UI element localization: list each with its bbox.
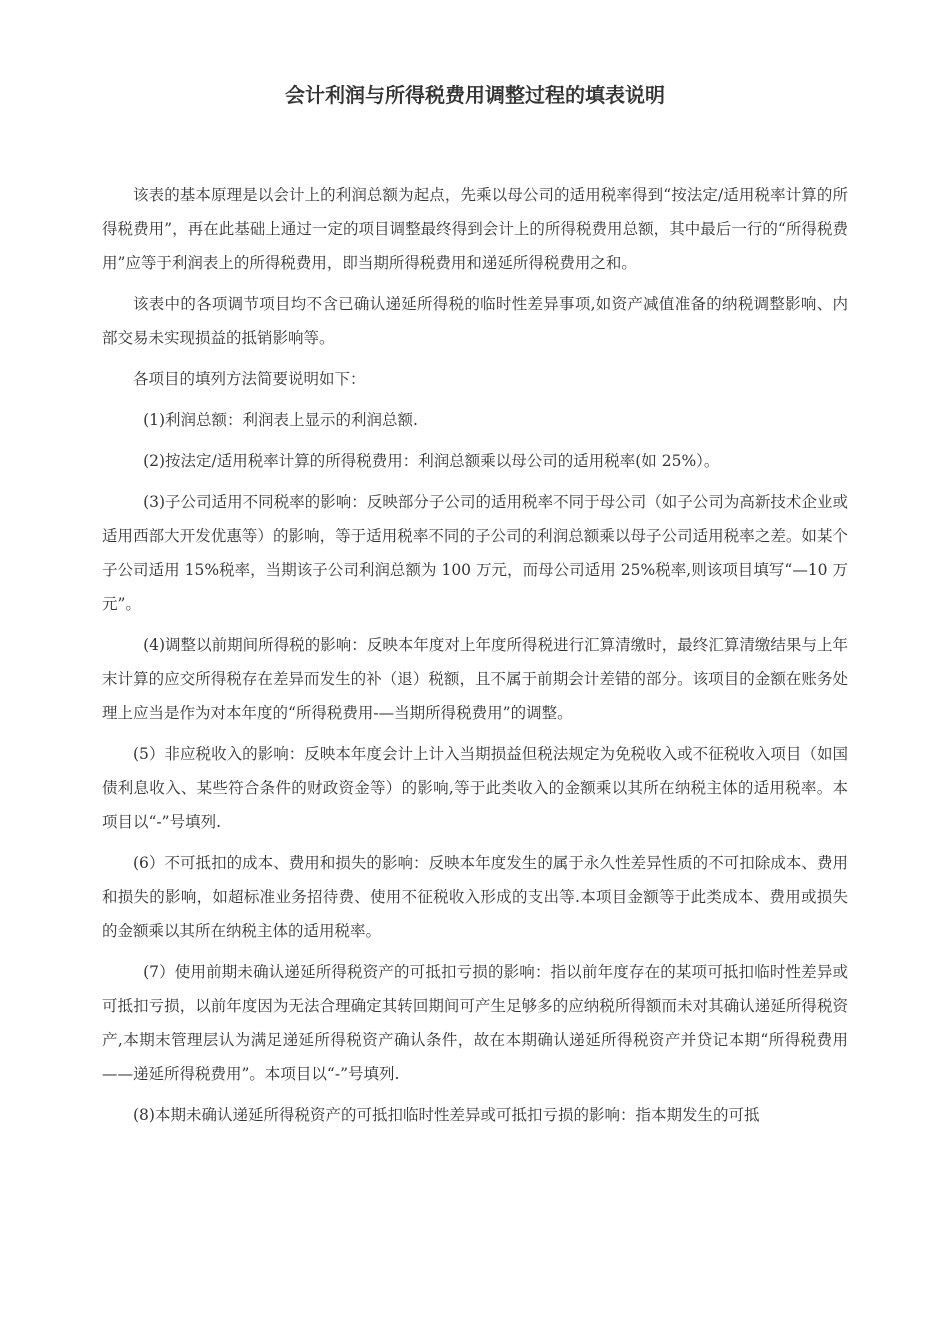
paragraph-intro: 各项目的填列方法简要说明如下： [133,370,366,388]
paragraph-item-8: (8)本期未确认递延所得税资产的可抵扣临时性差异或可抵扣亏损的影响：指本期发生的可抵 [133,1106,760,1124]
paragraph-item-7: (7）使用前期未确认递延所得税资产的可抵扣亏损的影响：指以前年度存在的某项可抵扣临时性差异或可抵扣亏损，以前年度因为无法合理确定其转回期间可产生足够多的应纳税所得额而未对其确认递延所得税资产,本期末管理层认为满足递延所得税资产确认条件，故在本期确认递延所得税资产并贷记本期“所得税费用——递延所得税费用”。本项目以“-”号填列. [102,963,848,1083]
document-body [102,178,848,1139]
paragraph-principle: 该表的基本原理是以会计上的利润总额为起点，先乘以母公司的适用税率得到“按法定/适用税率计算的所得税费用”，再在此基础上通过一定的项目调整最终得到会计上的所得税费用总额，其中最后一行的“所得税费用”应等于利润表上的所得税费用，即当期所得税费用和递延所得税费用之和。 [102,186,848,272]
document-title: 会计利润与所得税费用调整过程的填表说明 [285,83,665,107]
paragraph-exclusions: 该表中的各项调节项目均不含已确认递延所得税的临时性差异事项,如资产减值准备的纳税调整影响、内部交易未实现损益的抵销影响等。 [102,295,848,347]
paragraph-item-3: (3)子公司适用不同税率的影响：反映部分子公司的适用税率不同于母公司（如子公司为高新技术企业或适用西部大开发优惠等）的影响，等于适用税率不同的子公司的利润总额乘以母子公司适用税率之差。如某个子公司适用 15%税率，当期该子公司利润总额为 100 万元，而母公司适用 25%税率,则该项目填写“—10 万元”。 [102,493,848,613]
paragraph-item-4: (4)调整以前期间所得税的影响：反映本年度对上年度所得税进行汇算清缴时，最终汇算清缴结果与上年末计算的应交所得税存在差异而发生的补（退）税额，且不属于前期会计差错的部分。该项目的金额在账务处理上应当是作为对本年度的“所得税费用-—当期所得税费用”的调整。 [102,636,848,722]
paragraph-item-2: (2)按法定/适用税率计算的所得税费用：利润总额乘以母公司的适用税率(如 25%）。 [143,452,720,470]
paragraph-item-5: (5）非应税收入的影响：反映本年度会计上计入当期损益但税法规定为免税收入或不征税收入项目（如国债利息收入、某些符合条件的财政资金等）的影响,等于此类收入的金额乘以其所在纳税主体的适用税率。本项目以“-”号填列. [102,745,848,831]
paragraph-item-1: (1)利润总额：利润表上显示的利润总额. [143,411,418,429]
paragraph-item-6: (6）不可抵扣的成本、费用和损失的影响：反映本年度发生的属于永久性差异性质的不可扣除成本、费用和损失的影响，如超标准业务招待费、使用不征税收入形成的支出等.本项目金额等于此类成本、费用或损失的金额乘以其所在纳税主体的适用税率。 [102,854,848,940]
